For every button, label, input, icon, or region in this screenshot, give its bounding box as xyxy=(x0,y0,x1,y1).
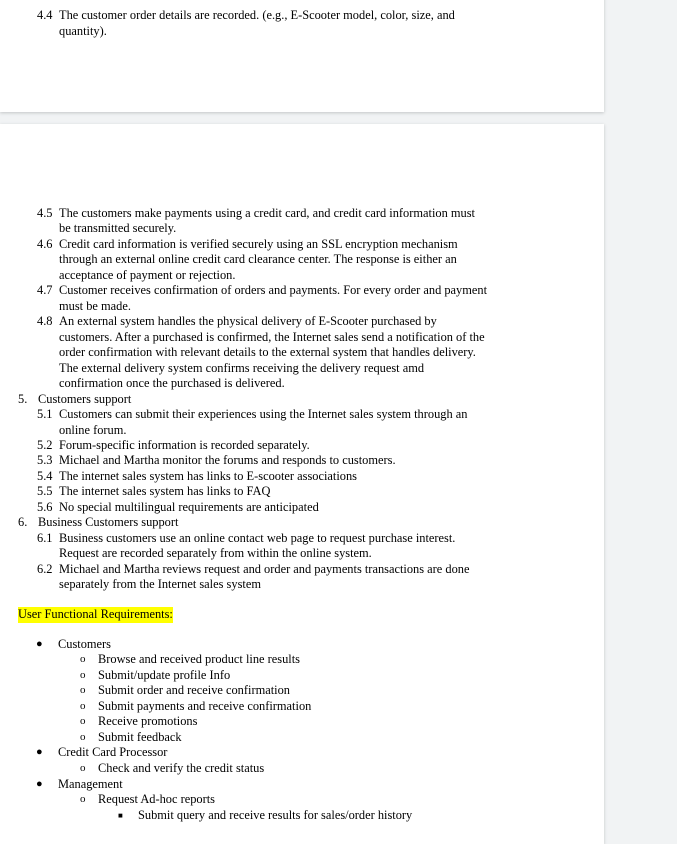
circle-bullet-icon: o xyxy=(80,793,86,805)
item-text: The internet sales system has links to E-scooter associations xyxy=(59,469,357,483)
item-text: must be made. xyxy=(59,299,131,313)
item-number: 4.8 xyxy=(37,314,53,328)
user-functional-heading: User Functional Requirements: xyxy=(18,607,173,621)
circle-bullet-icon: o xyxy=(80,669,86,681)
circle-bullet-icon: o xyxy=(80,762,86,774)
circle-bullet-icon: o xyxy=(80,731,86,743)
sub-bullet-text: Submit order and receive confirmation xyxy=(98,683,290,697)
item-text: No special multilingual requirements are anticipated xyxy=(59,500,319,514)
bullet-icon: ● xyxy=(36,778,43,790)
item-text: Forum-specific information is recorded separately. xyxy=(59,438,310,452)
circle-bullet-icon: o xyxy=(80,653,86,665)
sub-bullet-text: Submit feedback xyxy=(98,730,182,744)
item-number: 5.4 xyxy=(37,469,53,483)
item-number: 4.6 xyxy=(37,237,53,251)
item-text: online forum. xyxy=(59,423,127,437)
item-number: 4.7 xyxy=(37,283,53,297)
item-text: Michael and Martha reviews request and order and payments transactions are done xyxy=(59,562,470,576)
item-text: be transmitted securely. xyxy=(59,221,177,235)
item-text: Request are recorded separately from within the online system. xyxy=(59,546,372,560)
item-text: An external system handles the physical delivery of E-Scooter purchased by xyxy=(59,314,437,328)
square-bullet-icon: ■ xyxy=(118,811,123,820)
item-number: 4.5 xyxy=(37,206,53,220)
section-number: 5. xyxy=(18,392,28,406)
section-number: 6. xyxy=(18,515,28,529)
sub-bullet-text: Request Ad-hoc reports xyxy=(98,792,215,806)
item-number: 5.1 xyxy=(37,407,53,421)
document-page-1 xyxy=(0,0,604,112)
section-title: Business Customers support xyxy=(38,515,179,529)
item-text: The customers make payments using a credit card, and credit card information must xyxy=(59,206,475,220)
item-text: The customer order details are recorded. (e.g., E-Scooter model, color, size, and xyxy=(59,8,455,22)
circle-bullet-icon: o xyxy=(80,684,86,696)
item-number: 5.3 xyxy=(37,453,53,467)
item-text: Customer receives confirmation of orders and payments. For every order and payment xyxy=(59,283,488,297)
item-number: 5.2 xyxy=(37,438,53,452)
section-title: Customers support xyxy=(38,392,132,406)
sub-bullet-text: Submit/update profile Info xyxy=(98,668,231,682)
item-text: acceptance of payment or rejection. xyxy=(59,268,236,282)
item-text: Michael and Martha monitor the forums and responds to customers. xyxy=(59,453,396,467)
item-text: through an external online credit card clearance center. The response is either an xyxy=(59,252,457,266)
item-text: Business customers use an online contact web page to request purchase interest. xyxy=(59,531,456,545)
item-text: The external delivery system confirms receiving the delivery request amd xyxy=(59,361,425,375)
sub-sub-bullet-text: Submit query and receive results for sales/order history xyxy=(138,808,413,822)
item-text: confirmation once the purchased is delivered. xyxy=(59,376,285,390)
sub-bullet-text: Receive promotions xyxy=(98,714,198,728)
bullet-label: Customers xyxy=(58,637,112,651)
item-text: quantity). xyxy=(59,24,107,38)
item-text: order confirmation with relevant details to the external system that handles delivery. xyxy=(59,345,476,359)
bullet-label: Credit Card Processor xyxy=(58,745,168,759)
item-number: 5.5 xyxy=(37,484,53,498)
sub-bullet-text: Browse and received product line results xyxy=(98,652,300,666)
circle-bullet-icon: o xyxy=(80,700,86,712)
item-number: 6.1 xyxy=(37,531,53,545)
item-text: Customers can submit their experiences using the Internet sales system through an xyxy=(59,407,468,421)
item-text: customers. After a purchased is confirmed, the Internet sales send a notification of the xyxy=(59,330,485,344)
circle-bullet-icon: o xyxy=(80,715,86,727)
item-number: 4.4 xyxy=(37,8,53,22)
item-text: separately from the Internet sales system xyxy=(59,577,261,591)
item-text: Credit card information is verified securely using an SSL encryption mechanism xyxy=(59,237,458,251)
item-number: 5.6 xyxy=(37,500,53,514)
bullet-icon: ● xyxy=(36,638,43,650)
item-number: 6.2 xyxy=(37,562,53,576)
document-page-2 xyxy=(0,124,604,844)
sub-bullet-text: Check and verify the credit status xyxy=(98,761,265,775)
bullet-label: Management xyxy=(58,777,123,791)
bullet-icon: ● xyxy=(36,746,43,758)
sub-bullet-text: Submit payments and receive confirmation xyxy=(98,699,312,713)
item-text: The internet sales system has links to FAQ xyxy=(59,484,271,498)
